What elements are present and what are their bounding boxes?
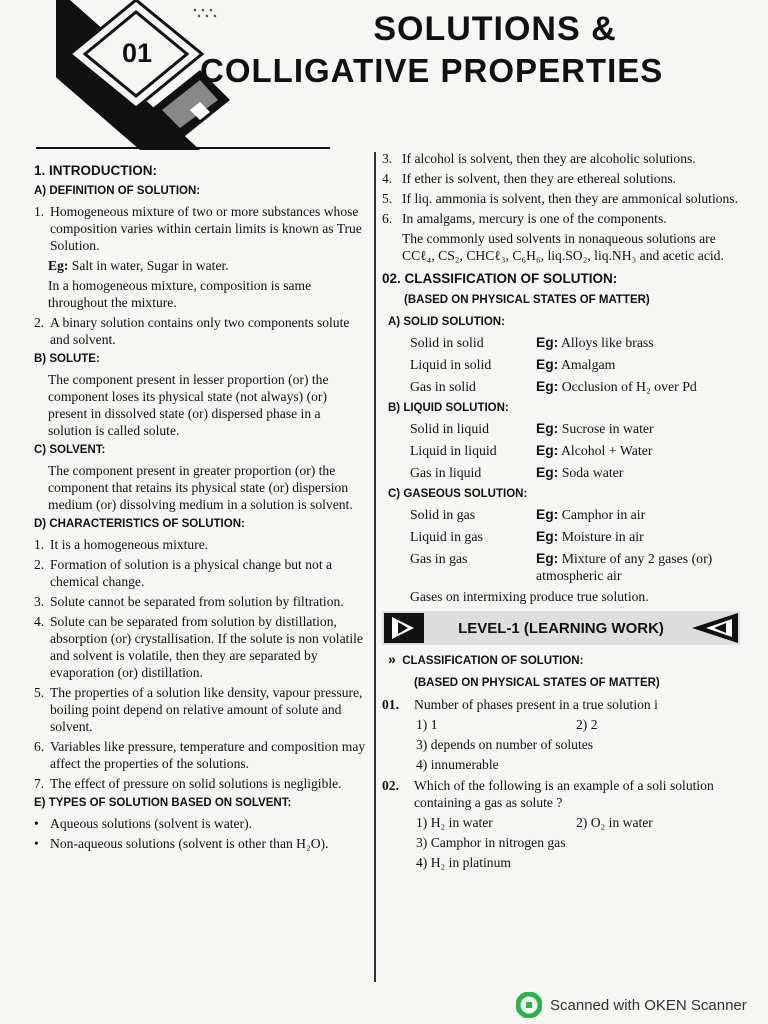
level-subheading: » CLASSIFICATION OF SOLUTION:	[388, 651, 584, 667]
option[interactable]: 4) innumerable	[416, 757, 499, 772]
subheading-types: E) TYPES OF SOLUTION BASED ON SOLVENT:	[34, 797, 292, 809]
list-item: 4. If ether is solvent, then they are ethereal solutions.	[382, 171, 677, 186]
subheading-gaseous-solution: C) GASEOUS SOLUTION:	[388, 488, 528, 500]
subheading-solvent: C) SOLVENT:	[34, 444, 106, 456]
section-heading-classification: 02. CLASSIFICATION OF SOLUTION:	[382, 271, 618, 286]
list-item: 6. Variables like pressure, temperature and composition may affect the properties of the solutions.	[34, 739, 366, 771]
option[interactable]: 2) 2	[576, 717, 598, 732]
scanner-watermark	[516, 992, 747, 1018]
gaseous-solution-table: Solid in gas Eg: Camphor in air Liquid in gas Eg: Moisture in air Gas in gas Eg: Mixture of any 2 gases (or) atmospheric air	[410, 507, 713, 583]
level-title: LEVEL-1 (LEARNING WORK)	[458, 619, 664, 637]
banner-right-arrow-icon	[692, 613, 738, 643]
list-item: 2. A binary solution contains only two components solute and solvent.	[34, 315, 350, 347]
option[interactable]: 1) H₂ in water	[416, 815, 493, 830]
list-item: • Non-aqueous solutions (solvent is other than H₂O).	[34, 836, 329, 851]
list-item: 1. Homogeneous mixture of two or more substances whose composition varies within certain limits is known as True Solution.	[34, 204, 362, 253]
subheading-liquid-solution: B) LIQUID SOLUTION:	[388, 402, 509, 414]
option[interactable]: 4) H₂ in platinum	[416, 855, 511, 870]
oken-scanner-logo-icon	[516, 992, 542, 1018]
scanner-text: Scanned with OKEN Scanner	[550, 996, 747, 1014]
section-heading-introduction: 1. INTRODUCTION:	[34, 163, 157, 178]
liquid-solution-table: Solid in liquid Eg: Sucrose in water Liquid in liquid Eg: Alcohol + Water Gas in liquid Eg: Soda water	[410, 421, 654, 480]
list-item: 7. The effect of pressure on solid solutions is negligible.	[34, 776, 342, 791]
subheading-solid-solution: A) SOLID SOLUTION:	[388, 316, 505, 328]
list-item: 3. Solute cannot be separated from solution by filtration.	[34, 594, 344, 609]
list-item: 4. Solute can be separated from solution by distillation, absorption (or) crystallisation. If the solute is non volatile and solvent is volatile, then they are separated by evaporation (or) distillation.	[34, 614, 363, 680]
list-item: 5. The properties of a solution like density, vapour pressure, boiling point depend on relative amount of solute and solvent.	[34, 685, 363, 734]
question-1: 01. Number of phases present in a true solution i	[382, 697, 658, 712]
banner-left-arrow-icon	[384, 613, 424, 643]
solid-solution-table: Solid in solid Eg: Alloys like brass Liquid in solid Eg: Amalgam Gas in solid Eg: Occlusion of H₂ over Pd	[410, 335, 697, 394]
list-item: 1. It is a homogeneous mixture.	[34, 537, 209, 552]
question-2-options	[416, 814, 740, 871]
option[interactable]: 1) 1	[416, 717, 438, 732]
left-column	[34, 160, 366, 855]
list-item: • Aqueous solutions (solvent is water).	[34, 816, 252, 831]
example-line: Eg: Salt in water, Sugar in water.	[48, 258, 229, 273]
subheading-solute: B) SOLUTE:	[34, 353, 100, 365]
question-1-options	[416, 716, 740, 773]
question-2: 02. Which of the following is an example of a soli solution containing a gas as solute ?	[382, 778, 714, 810]
subheading-characteristics: D) CHARACTERISTICS OF SOLUTION:	[34, 518, 245, 530]
level-subheading-2: (BASED ON PHYSICAL STATES OF MATTER)	[414, 677, 660, 689]
chapter-title	[200, 8, 760, 92]
paragraph-nonaqueous: The commonly used solvents in nonaqueous solutions are CCℓ₄, CS₂, CHCℓ₃, C₆H₆, liq.SO₂, liq.NH₃ and acetic acid.	[402, 231, 724, 263]
paragraph-solvent: The component present in greater proportion (or) the component that retains its physical state (or) dispersion medium (or) dissolving medium in a solution is solvent.	[48, 463, 353, 512]
right-column	[382, 150, 740, 874]
paragraph-solute: The component present in lesser proportion (or) the component loses its physical state (not always) (or) present in dissolved state (or) dispersed phase in a solution is called solute.	[48, 372, 329, 438]
chapter-title-line2: COLLIGATIVE PROPERTIES	[200, 52, 664, 89]
paragraph: In a homogeneous mixture, composition is same throughout the mixture.	[48, 278, 312, 310]
list-item: 5. If liq. ammonia is solvent, then they are ammonical solutions.	[382, 191, 739, 206]
list-item: 2. Formation of solution is a physical change but not a chemical change.	[34, 557, 333, 589]
chapter-header	[0, 0, 768, 150]
option[interactable]: 3) Camphor in nitrogen gas	[416, 835, 566, 850]
list-item: 3. If alcohol is solvent, then they are alcoholic solutions.	[382, 151, 696, 166]
chapter-number: 01	[121, 38, 153, 68]
subheading-definition: A) DEFINITION OF SOLUTION:	[34, 185, 201, 197]
level-banner	[382, 611, 740, 645]
column-divider	[374, 152, 376, 982]
option[interactable]: 2) O₂ in water	[576, 815, 653, 830]
list-item: 6. In amalgams, mercury is one of the components.	[382, 211, 667, 226]
classification-subheading: (BASED ON PHYSICAL STATES OF MATTER)	[404, 294, 650, 306]
option[interactable]: 3) depends on number of solutes	[416, 737, 594, 752]
chapter-title-line1: SOLUTIONS &	[373, 10, 617, 48]
gas-note: Gases on intermixing produce true solution.	[410, 589, 649, 604]
